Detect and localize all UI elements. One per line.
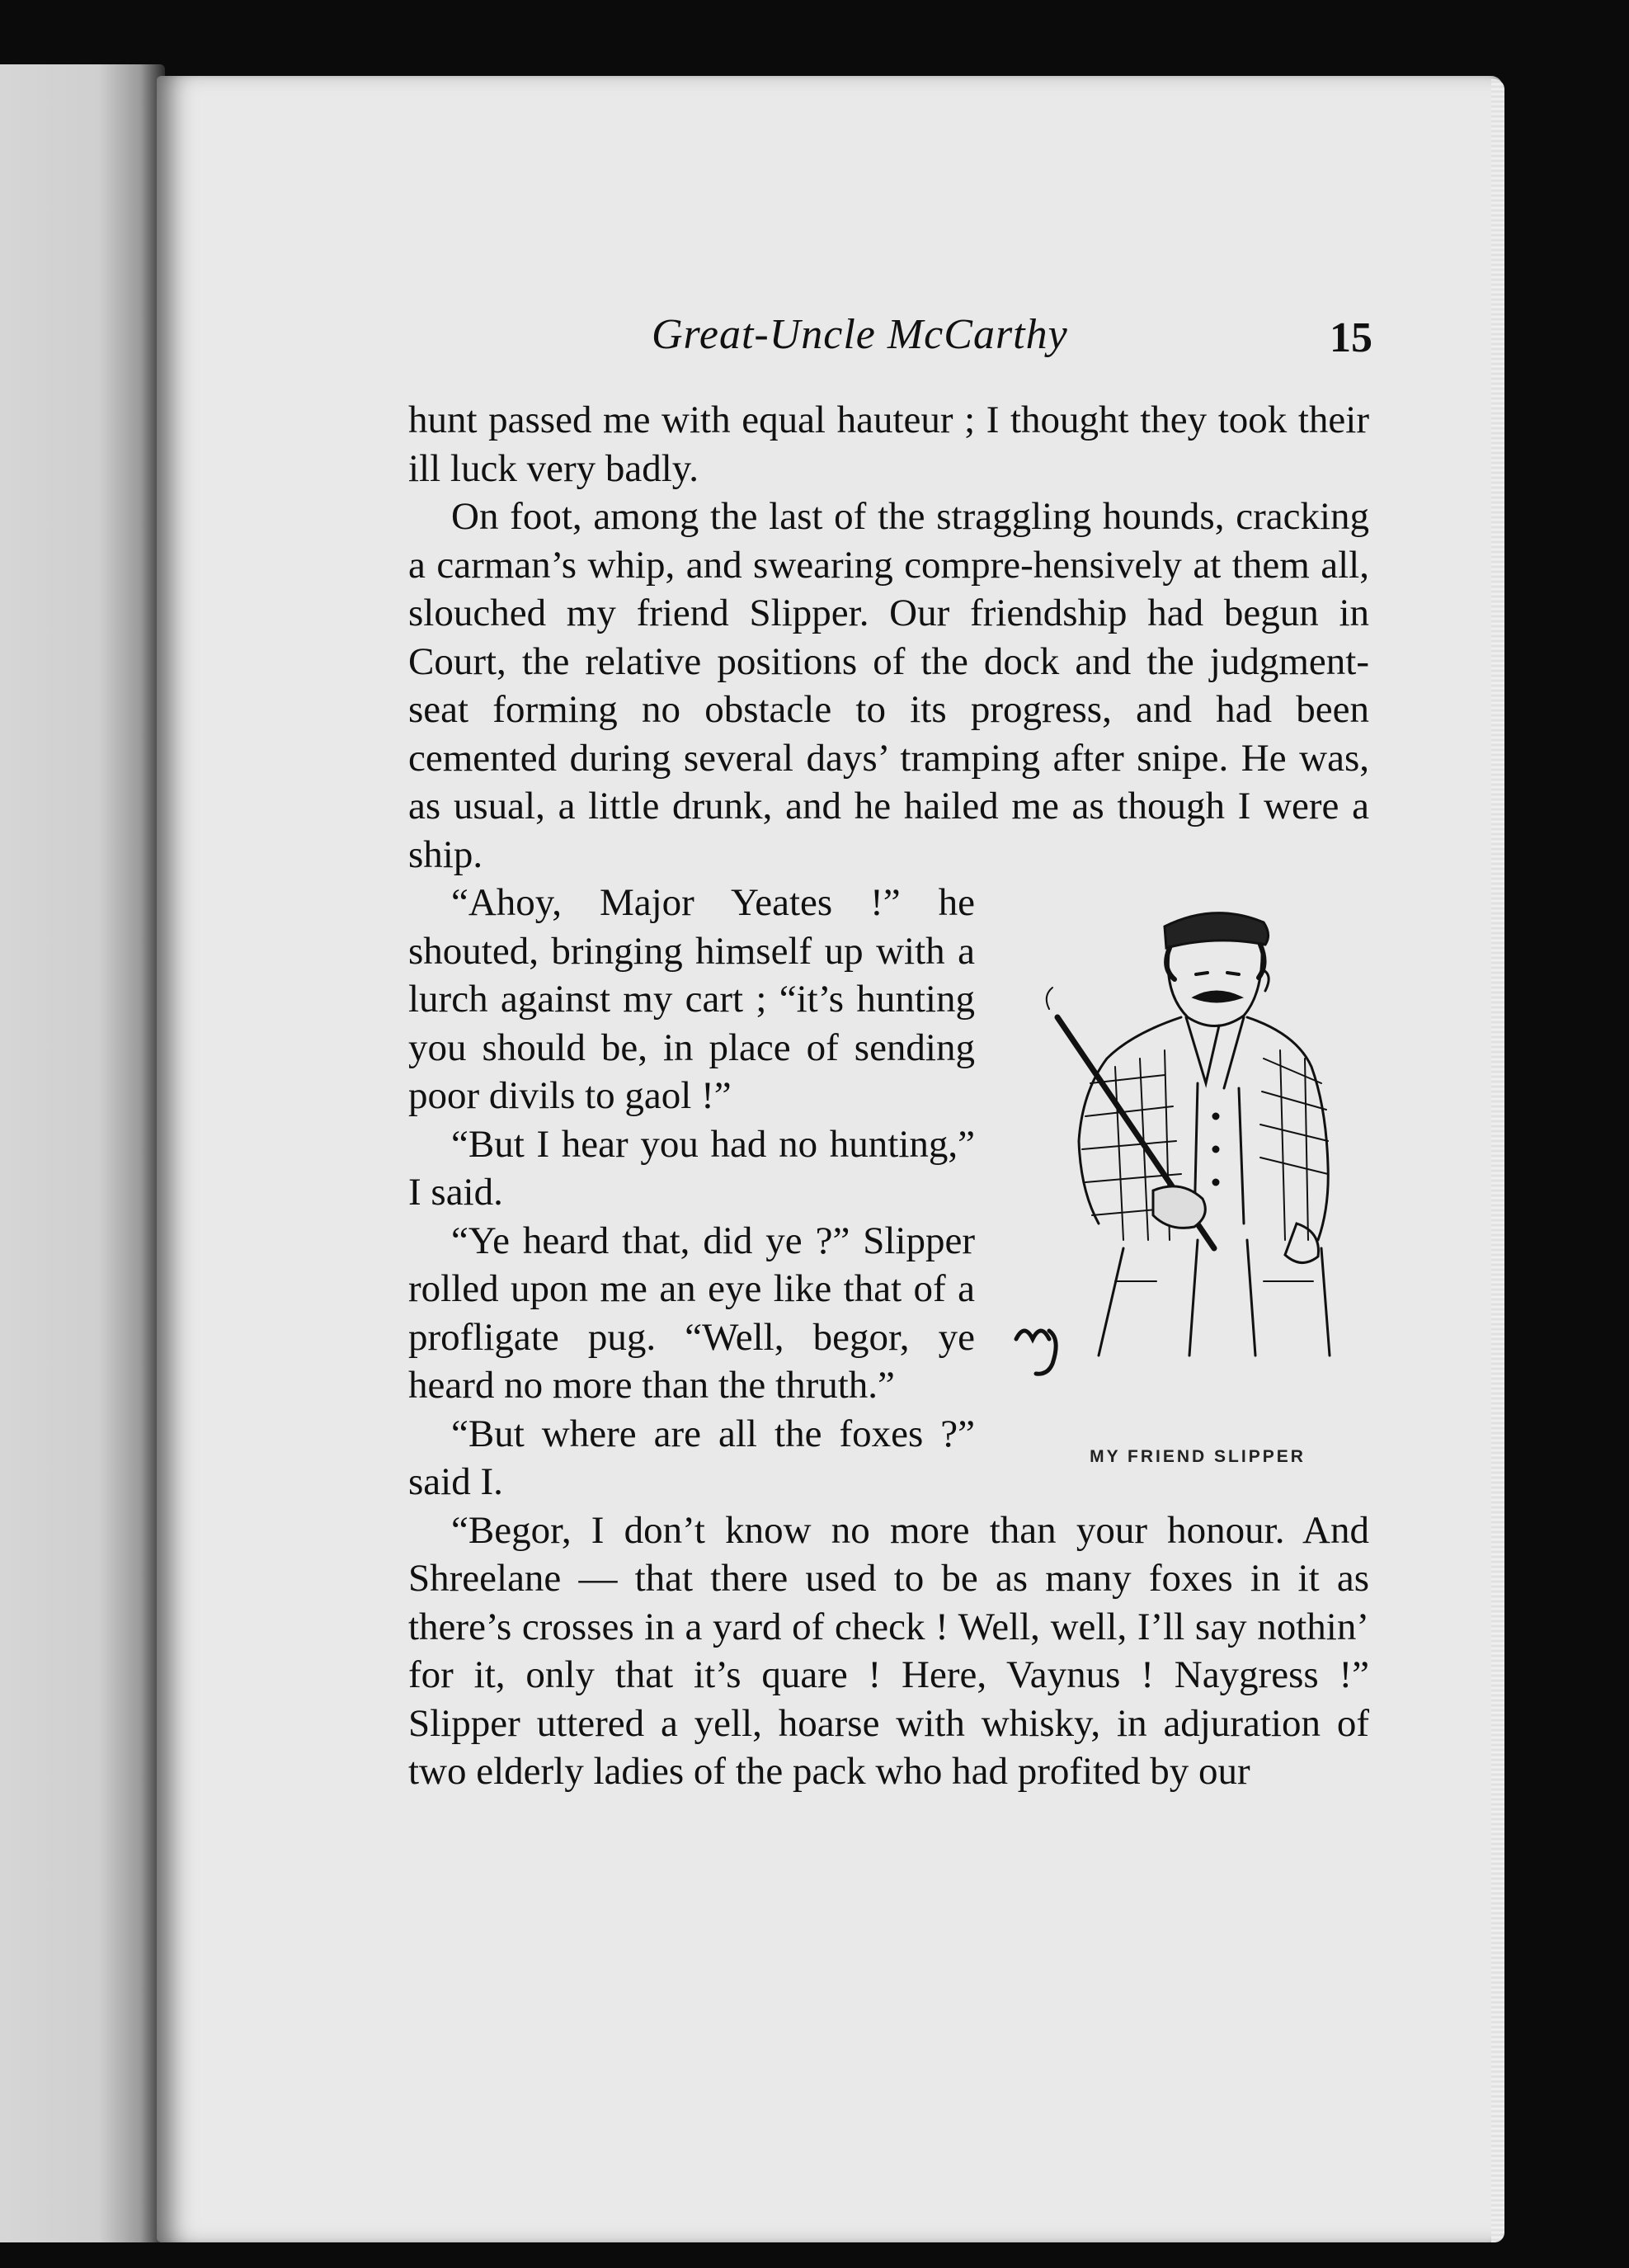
paragraph: “But where are all the foxes ?” said I. [408,1412,975,1503]
body-text [408,396,1369,1796]
page-edge-right [1491,79,1504,2242]
paragraph: “But I hear you had no hunting,” I said. [408,1122,975,1214]
paragraph: On foot, among the last of the straggling hounds, cracking a carman’s whip, and swearing compre-hensively at them all, slouched my friend Slipper. Our friendship had begun in Court, the relative positions of the dock and the judgment-seat forming no obstacle to its progress, and had been cemented during several days’ tramping after snipe. He was, as usual, a little drunk, and he hailed me as though I were a ship. [408,495,1369,876]
paragraph: “Ye heard that, did ye ?” Slipper rolled upon me an eye like that of a profligate pug. “Well, begor, ye heard no more than the thruth.” [408,1219,975,1407]
paragraph: “Ahoy, Major Yeates !” he shouted, bringing himself up with a lurch against my cart ; “it’s hunting you should be, in place of sending poor divils to gaol !” [408,881,975,1117]
paragraph: “Begor, I don’t know no more than your honour. And Shreelane — that there used to be as many foxes in it as there’s crosses in a yard of check ! Well, well, I’ll say nothin’ for it, only that it’s quare ! Here, Vaynus ! Naygress !” Slipper uttered a yell, hoarse with whisky, in adjuration of two elderly ladies of the pack who had profited by our [408,1508,1369,1793]
page-number: 15 [1330,314,1372,361]
left-page-edge [0,64,165,2242]
page-header [157,310,1503,368]
figure-caption: MY FRIEND SLIPPER [1090,1447,1306,1466]
illustration-figure [1000,894,1379,1504]
slipper-illustration [1000,894,1379,1463]
book-page [157,76,1503,2242]
paragraph: hunt passed me with equal hauteur ; I thought they took their ill luck very badly. [408,398,1369,490]
running-title: Great-Uncle McCarthy [652,311,1068,358]
